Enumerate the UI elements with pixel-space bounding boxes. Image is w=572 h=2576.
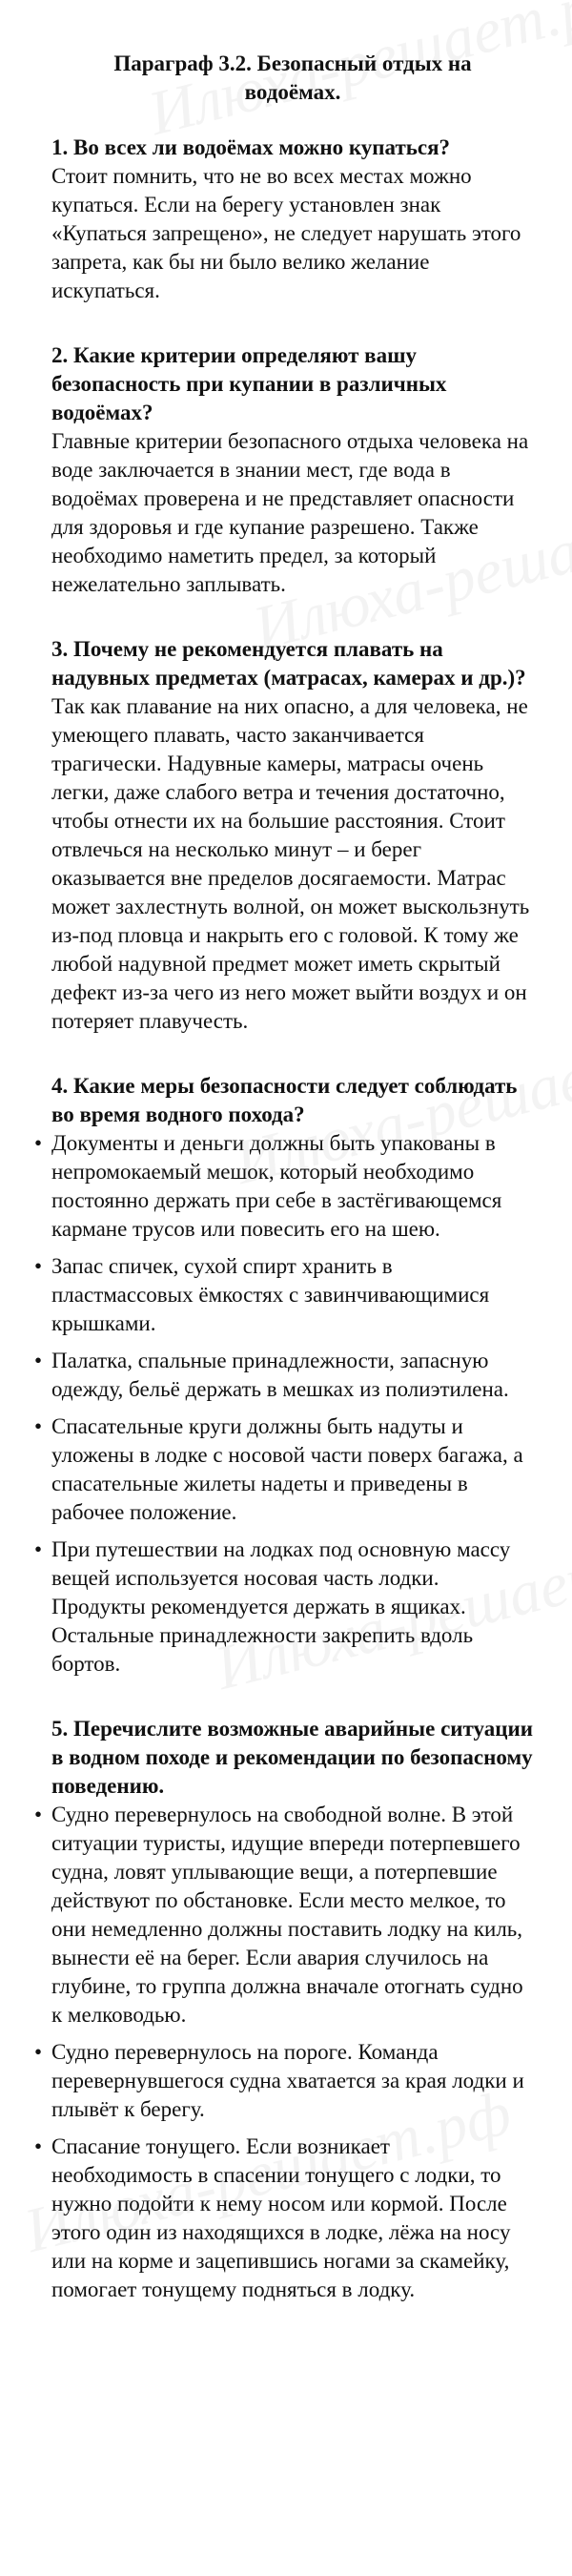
answer-paragraph: Стоит помнить, что не во всех местах можно купаться. Если на берегу установлен знак «Купаться запрещено», не следует нарушать этого запрета, как бы ни было велико желание искупаться.: [51, 164, 521, 302]
page-title: Параграф 3.2. Безопасный отдых на водоёмах.: [113, 52, 472, 104]
section-3: [51, 635, 534, 1036]
section-1: [51, 134, 534, 305]
list-item: • Спасательные круги должны быть надуты и уложены в лодке с носовой части поверх багажа, а спасательные жилеты надеты и приведены в рабочее положение.: [51, 1412, 534, 1527]
list-item: • При путешествии на лодках под основную массу вещей используется носовая часть лодки. Продукты рекомендуется держать в ящиках. Остальные принадлежности закрепить вдоль бортов.: [51, 1535, 534, 1679]
list-item: • Документы и деньги должны быть упакованы в непромокаемый мешок, который необходимо постоянно держать при себе в застёгивающемся кармане трусов или повесить его на шею.: [51, 1129, 534, 1244]
question-heading: 4. Какие меры безопасности следует соблюдать во время водного похода?: [51, 1074, 518, 1126]
list-item: • Судно перевернулось на пороге. Команда перевернувшегося судна хватается за края лодки и плывёт к берегу.: [51, 2038, 534, 2124]
list-item: • Палатка, спальные принадлежности, запасную одежду, бельё держать в мешках из полиэтилена.: [51, 1347, 534, 1404]
list-item: • Судно перевернулось на свободной волне. В этой ситуации туристы, идущие впереди потерпевшего судна, ловят уплывающие вещи, а потерпевшие действуют по обстановке. Если место мелкое, то они немедленно должны поставить лодку на киль, вынести её на берег. Если авария случилось на глубине, то группа должна вначале отогнать судно к мелководью.: [51, 1801, 534, 2030]
section-2: [51, 341, 534, 599]
list-item: • Спасание тонущего. Если возникает необходимость в спасении тонущего с лодки, то нужно подойти к нему носом или кормой. После этого один из находящихся в лодке, лёжа на носу или на корме и зацепившись ногами за скамейку, помогает тонущему подняться в лодку.: [51, 2133, 534, 2304]
list-item: • Запас спичек, сухой спирт хранить в пластмассовых ёмкостях с завинчивающимися крышками.: [51, 1252, 534, 1338]
section-4: [51, 1072, 534, 1679]
section-5: [51, 1715, 534, 2304]
bullet-list: [51, 1801, 534, 2304]
question-heading: 3. Почему не рекомендуется плавать на надувных предметах (матрасах, камерах и др.)?: [51, 637, 526, 690]
answer-paragraph: Так как плавание на них опасно, а для человека, не умеющего плавать, часто заканчивается трагически. Надувные камеры, матрасы очень легки, даже слабого ветра и течения достаточно, чтобы отнести их на большие расстояния. Стоит отвлечься на несколько минут – и берег оказывается вне пределов досягаемости. Матрас может захлестнуть волной, он может выскользнуть из-под пловца и накрыть его с головой. К тому же любой надувной предмет может иметь скрытый дефект из-за чего из него может выйти воздух и он потеряет плавучесть.: [51, 694, 530, 1033]
bullet-list: [51, 1129, 534, 1679]
question-heading: 2. Какие критерии определяют вашу безопасность при купании в различных водоёмах?: [51, 343, 447, 424]
answer-paragraph: Главные критерии безопасного отдыха человека на воде заключается в знании мест, где вода в водоёмах проверена и не представляет опасности для здоровья и где купание разрешено. Также необходимо наметить предел, за который нежелательно заплывать.: [51, 429, 529, 596]
question-heading: 5. Перечислите возможные аварийные ситуации в водном походе и рекомендации по безопасному поведению.: [51, 1717, 533, 1798]
question-heading: 1. Во всех ли водоёмах можно купаться?: [51, 135, 451, 159]
